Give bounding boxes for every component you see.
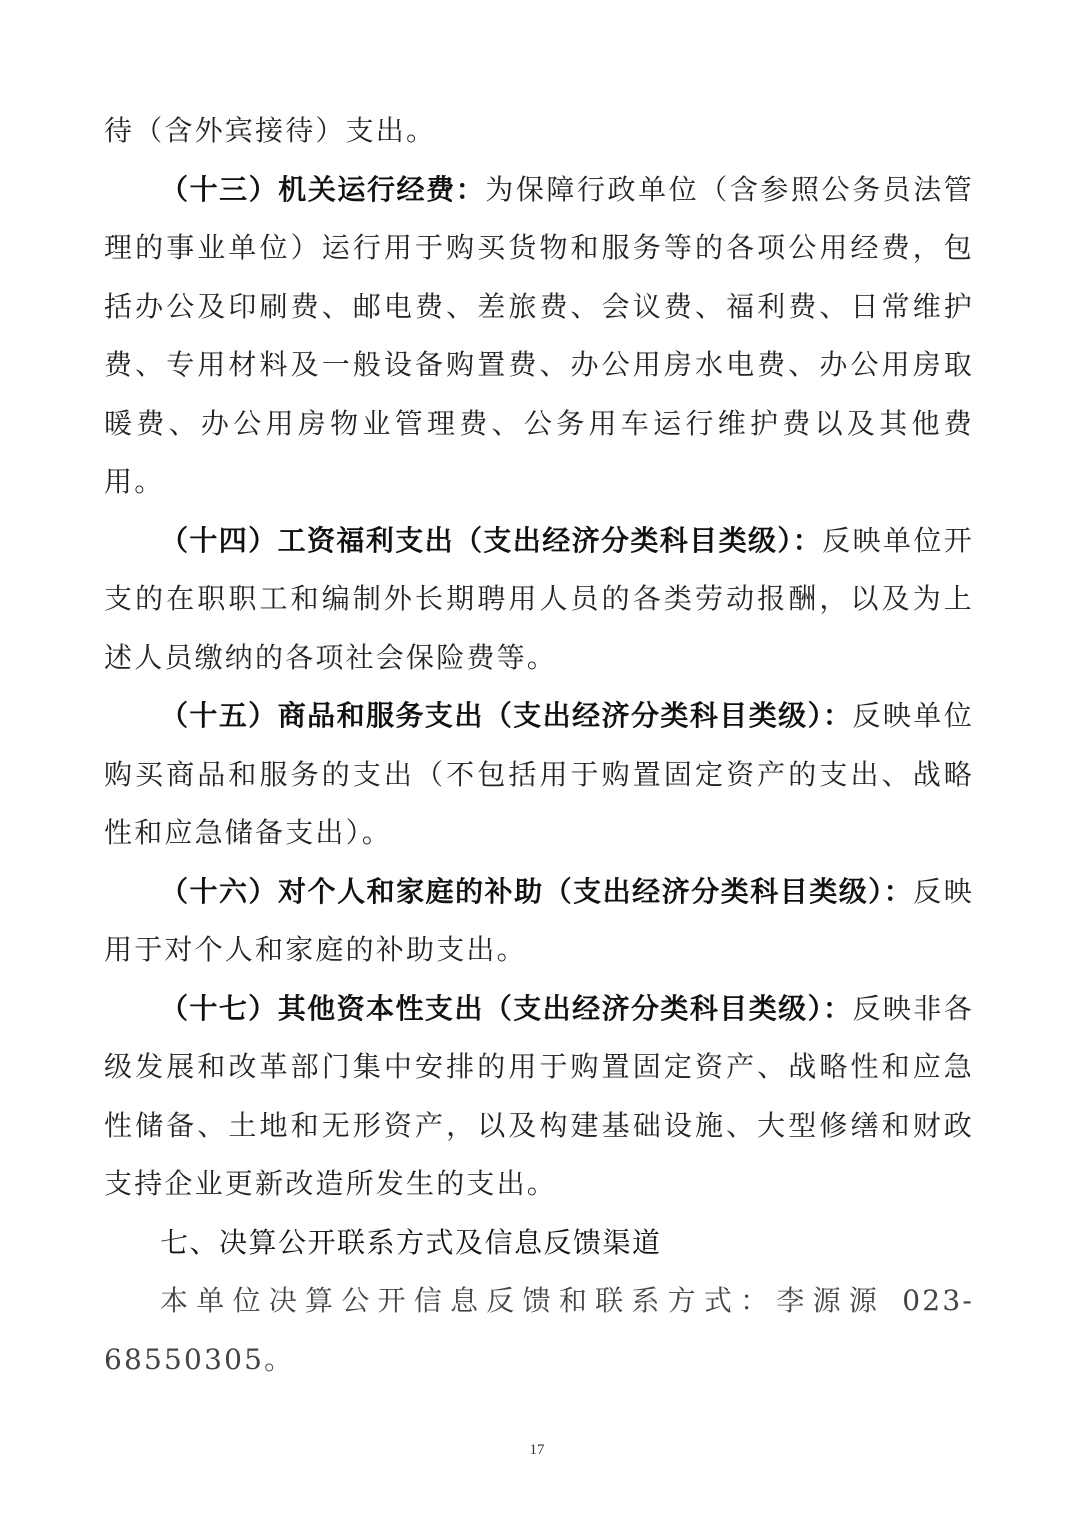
term-label: （十五）商品和服务支出（支出经济分类科目类级）： [160, 699, 853, 732]
paragraph-item-14 [104, 512, 974, 688]
term-label: （十六）对个人和家庭的补助（支出经济分类科目类级）： [160, 874, 914, 908]
term-body: 反映用于对个人和家庭的补助支出。 [104, 874, 975, 966]
term-label: （十七）其他资本性支出（支出经济分类科目类级）： [160, 991, 853, 1025]
paragraph-item-17 [104, 980, 974, 1214]
term-body: 反映单位购买商品和服务的支出（不包括用于购置固定资产的支出、战略性和应急储备支出）。 [104, 699, 974, 849]
page-number: 17 [529, 1442, 545, 1458]
paragraph-item-15 [104, 687, 974, 863]
term-label: （十三）机关运行经费： [160, 172, 486, 206]
contact-paragraph: 本单位决算公开信息反馈和联系方式：李源源 023-68550305。 [104, 1284, 974, 1376]
term-body: 反映非各级发展和改革部门集中安排的用于购置固定资产、战略性和应急性储备、土地和无形资产，以及构建基础设施、大型修缮和财政支持企业更新改造所发生的支出。 [104, 991, 974, 1200]
term-body: 反映单位开支的在职职工和编制外长期聘用人员的各类劳动报酬，以及为上述人员缴纳的各项社会保险费等。 [104, 523, 974, 674]
section-heading: 七、决算公开联系方式及信息反馈渠道 [160, 1225, 662, 1259]
term-body: 为保障行政单位（含参照公务员法管理的事业单位）运行用于购买货物和服务等的各项公用经费，包括办公及印刷费、邮电费、差旅费、会议费、福利费、日常维护费、专用材料及一般设备购置费、办公用房水电费、办公用房取暖费、办公用房物业管理费、公务用车运行维护费以及其他费用。 [104, 172, 975, 498]
paragraph-item-16 [104, 863, 974, 980]
paragraph-item-13 [104, 161, 974, 512]
continuation-paragraph: 待（含外宾接待）支出。 [104, 114, 437, 147]
page-body [104, 102, 974, 1389]
term-label: （十四）工资福利支出（支出经济分类科目类级）： [160, 523, 823, 557]
